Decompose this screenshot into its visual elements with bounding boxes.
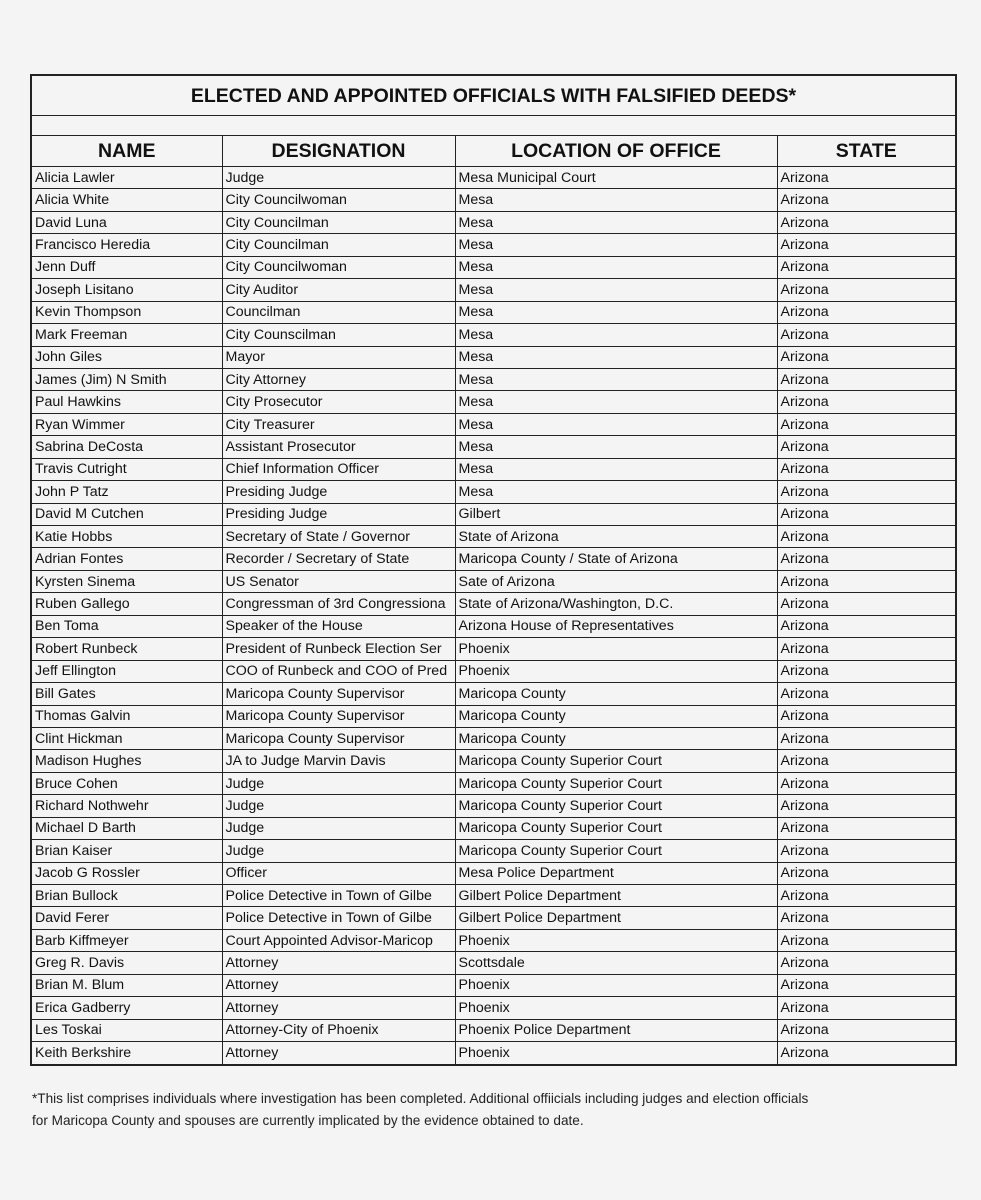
table-row bbox=[31, 458, 956, 480]
cell-location: Mesa bbox=[455, 368, 777, 390]
table-row bbox=[31, 413, 956, 435]
cell-state: Arizona bbox=[777, 324, 956, 346]
cell-location: Phoenix bbox=[455, 974, 777, 996]
cell-name: Jacob G Rossler bbox=[31, 862, 222, 884]
cell-location: Mesa Municipal Court bbox=[455, 167, 777, 189]
cell-designation: President of Runbeck Election Ser bbox=[222, 638, 455, 660]
cell-state: Arizona bbox=[777, 413, 956, 435]
table-row bbox=[31, 279, 956, 301]
cell-name: Les Toskai bbox=[31, 1019, 222, 1041]
cell-location: Gilbert Police Department bbox=[455, 907, 777, 929]
table-title: ELECTED AND APPOINTED OFFICIALS WITH FALSIFIED DEEDS* bbox=[31, 75, 956, 116]
cell-state: Arizona bbox=[777, 548, 956, 570]
cell-location: Maricopa County Superior Court bbox=[455, 795, 777, 817]
cell-location: Phoenix bbox=[455, 997, 777, 1019]
cell-name: John P Tatz bbox=[31, 481, 222, 503]
cell-location: Maricopa County Superior Court bbox=[455, 840, 777, 862]
cell-location: Mesa bbox=[455, 481, 777, 503]
cell-location: Mesa bbox=[455, 211, 777, 233]
cell-name: Greg R. Davis bbox=[31, 952, 222, 974]
cell-location: Mesa bbox=[455, 234, 777, 256]
cell-state: Arizona bbox=[777, 368, 956, 390]
cell-name: Bill Gates bbox=[31, 683, 222, 705]
cell-name: Sabrina DeCosta bbox=[31, 436, 222, 458]
table-row bbox=[31, 683, 956, 705]
cell-name: Travis Cutright bbox=[31, 458, 222, 480]
cell-state: Arizona bbox=[777, 907, 956, 929]
cell-designation: Presiding Judge bbox=[222, 481, 455, 503]
table-row bbox=[31, 750, 956, 772]
cell-location: Mesa bbox=[455, 413, 777, 435]
cell-state: Arizona bbox=[777, 683, 956, 705]
cell-name: Paul Hawkins bbox=[31, 391, 222, 413]
column-header-designation: DESIGNATION bbox=[222, 136, 455, 167]
table-row bbox=[31, 660, 956, 682]
cell-name: Clint Hickman bbox=[31, 727, 222, 749]
table-row bbox=[31, 885, 956, 907]
cell-designation: Judge bbox=[222, 817, 455, 839]
cell-name: Katie Hobbs bbox=[31, 526, 222, 548]
cell-state: Arizona bbox=[777, 346, 956, 368]
cell-location: Maricopa County / State of Arizona bbox=[455, 548, 777, 570]
cell-name: Alicia White bbox=[31, 189, 222, 211]
cell-name: Ryan Wimmer bbox=[31, 413, 222, 435]
cell-designation: Police Detective in Town of Gilbe bbox=[222, 885, 455, 907]
cell-location: Gilbert bbox=[455, 503, 777, 525]
cell-name: Keith Berkshire bbox=[31, 1042, 222, 1065]
cell-location: Sate of Arizona bbox=[455, 570, 777, 592]
cell-location: Phoenix bbox=[455, 1042, 777, 1065]
cell-designation: City Councilman bbox=[222, 234, 455, 256]
cell-designation: Maricopa County Supervisor bbox=[222, 683, 455, 705]
cell-name: Bruce Cohen bbox=[31, 772, 222, 794]
cell-name: Thomas Galvin bbox=[31, 705, 222, 727]
cell-state: Arizona bbox=[777, 615, 956, 637]
table-row bbox=[31, 301, 956, 323]
cell-name: Mark Freeman bbox=[31, 324, 222, 346]
column-header-name: NAME bbox=[31, 136, 222, 167]
column-header-state: STATE bbox=[777, 136, 956, 167]
table-row bbox=[31, 368, 956, 390]
cell-designation: Judge bbox=[222, 795, 455, 817]
cell-name: Adrian Fontes bbox=[31, 548, 222, 570]
cell-location: Mesa bbox=[455, 301, 777, 323]
table-row bbox=[31, 189, 956, 211]
footnote-line-1: *This list comprises individuals where investigation has been completed. Additional offiicials including judges and election officials bbox=[32, 1091, 809, 1106]
cell-location: Scottsdale bbox=[455, 952, 777, 974]
cell-location: Maricopa County Superior Court bbox=[455, 750, 777, 772]
cell-designation: Maricopa County Supervisor bbox=[222, 705, 455, 727]
header-row bbox=[31, 136, 956, 167]
cell-location: Maricopa County Superior Court bbox=[455, 817, 777, 839]
cell-state: Arizona bbox=[777, 974, 956, 996]
cell-location: State of Arizona/Washington, D.C. bbox=[455, 593, 777, 615]
table-row bbox=[31, 481, 956, 503]
table-row bbox=[31, 570, 956, 592]
table-row bbox=[31, 211, 956, 233]
table-row bbox=[31, 436, 956, 458]
cell-state: Arizona bbox=[777, 279, 956, 301]
cell-designation: Attorney bbox=[222, 952, 455, 974]
table-row bbox=[31, 974, 956, 996]
cell-state: Arizona bbox=[777, 391, 956, 413]
cell-designation: COO of Runbeck and COO of Pred bbox=[222, 660, 455, 682]
cell-designation: City Councilman bbox=[222, 211, 455, 233]
table-row bbox=[31, 391, 956, 413]
cell-designation: City Treasurer bbox=[222, 413, 455, 435]
cell-state: Arizona bbox=[777, 862, 956, 884]
cell-location: Maricopa County bbox=[455, 683, 777, 705]
cell-name: Madison Hughes bbox=[31, 750, 222, 772]
cell-designation: City Attorney bbox=[222, 368, 455, 390]
cell-name: Ben Toma bbox=[31, 615, 222, 637]
cell-state: Arizona bbox=[777, 660, 956, 682]
cell-designation: Judge bbox=[222, 772, 455, 794]
cell-state: Arizona bbox=[777, 1042, 956, 1065]
cell-state: Arizona bbox=[777, 1019, 956, 1041]
cell-state: Arizona bbox=[777, 570, 956, 592]
table-row bbox=[31, 817, 956, 839]
cell-state: Arizona bbox=[777, 772, 956, 794]
cell-state: Arizona bbox=[777, 817, 956, 839]
table-row bbox=[31, 862, 956, 884]
cell-state: Arizona bbox=[777, 189, 956, 211]
table-row bbox=[31, 638, 956, 660]
cell-designation: Recorder / Secretary of State bbox=[222, 548, 455, 570]
cell-state: Arizona bbox=[777, 997, 956, 1019]
blank-row bbox=[31, 116, 956, 136]
table-row bbox=[31, 952, 956, 974]
cell-name: Kevin Thompson bbox=[31, 301, 222, 323]
officials-table bbox=[30, 74, 957, 1066]
cell-name: Robert Runbeck bbox=[31, 638, 222, 660]
cell-designation: Mayor bbox=[222, 346, 455, 368]
cell-designation: Court Appointed Advisor-Maricop bbox=[222, 929, 455, 951]
cell-state: Arizona bbox=[777, 458, 956, 480]
cell-designation: Assistant Prosecutor bbox=[222, 436, 455, 458]
cell-name: Kyrsten Sinema bbox=[31, 570, 222, 592]
cell-designation: Officer bbox=[222, 862, 455, 884]
cell-designation: City Councilwoman bbox=[222, 256, 455, 278]
footnote-line-2: for Maricopa County and spouses are currently implicated by the evidence obtained to date. bbox=[32, 1113, 584, 1128]
cell-location: Phoenix Police Department bbox=[455, 1019, 777, 1041]
cell-state: Arizona bbox=[777, 211, 956, 233]
cell-designation: Secretary of State / Governor bbox=[222, 526, 455, 548]
cell-designation: City Counscilman bbox=[222, 324, 455, 346]
cell-designation: Judge bbox=[222, 840, 455, 862]
cell-designation: City Prosecutor bbox=[222, 391, 455, 413]
cell-location: Phoenix bbox=[455, 660, 777, 682]
cell-location: Phoenix bbox=[455, 638, 777, 660]
cell-designation: Judge bbox=[222, 167, 455, 189]
cell-location: Mesa bbox=[455, 436, 777, 458]
cell-designation: City Councilwoman bbox=[222, 189, 455, 211]
cell-name: Brian Bullock bbox=[31, 885, 222, 907]
cell-name: Barb Kiffmeyer bbox=[31, 929, 222, 951]
table-row bbox=[31, 324, 956, 346]
cell-location: Mesa Police Department bbox=[455, 862, 777, 884]
cell-state: Arizona bbox=[777, 840, 956, 862]
cell-name: Jeff Ellington bbox=[31, 660, 222, 682]
cell-name: Richard Nothwehr bbox=[31, 795, 222, 817]
cell-designation: Councilman bbox=[222, 301, 455, 323]
cell-designation: JA to Judge Marvin Davis bbox=[222, 750, 455, 772]
table-row bbox=[31, 929, 956, 951]
cell-name: John Giles bbox=[31, 346, 222, 368]
table-row bbox=[31, 167, 956, 189]
cell-location: Mesa bbox=[455, 458, 777, 480]
cell-name: Francisco Heredia bbox=[31, 234, 222, 256]
cell-name: Jenn Duff bbox=[31, 256, 222, 278]
column-header-location: LOCATION OF OFFICE bbox=[455, 136, 777, 167]
table-row bbox=[31, 593, 956, 615]
cell-state: Arizona bbox=[777, 256, 956, 278]
cell-name: David Ferer bbox=[31, 907, 222, 929]
cell-state: Arizona bbox=[777, 526, 956, 548]
cell-location: Mesa bbox=[455, 346, 777, 368]
cell-state: Arizona bbox=[777, 929, 956, 951]
cell-designation: US Senator bbox=[222, 570, 455, 592]
cell-location: Maricopa County bbox=[455, 705, 777, 727]
cell-name: James (Jim) N Smith bbox=[31, 368, 222, 390]
cell-state: Arizona bbox=[777, 481, 956, 503]
cell-state: Arizona bbox=[777, 301, 956, 323]
cell-name: Brian Kaiser bbox=[31, 840, 222, 862]
table-row bbox=[31, 907, 956, 929]
table-row bbox=[31, 1042, 956, 1065]
cell-name: Michael D Barth bbox=[31, 817, 222, 839]
table-row bbox=[31, 615, 956, 637]
cell-name: Joseph Lisitano bbox=[31, 279, 222, 301]
table-row bbox=[31, 526, 956, 548]
cell-location: Mesa bbox=[455, 256, 777, 278]
table-row bbox=[31, 548, 956, 570]
table-row bbox=[31, 234, 956, 256]
table-row bbox=[31, 705, 956, 727]
cell-designation: Police Detective in Town of Gilbe bbox=[222, 907, 455, 929]
cell-location: Phoenix bbox=[455, 929, 777, 951]
cell-state: Arizona bbox=[777, 952, 956, 974]
cell-state: Arizona bbox=[777, 750, 956, 772]
cell-designation: Attorney bbox=[222, 997, 455, 1019]
table-row bbox=[31, 840, 956, 862]
cell-name: David Luna bbox=[31, 211, 222, 233]
table-row bbox=[31, 1019, 956, 1041]
cell-state: Arizona bbox=[777, 705, 956, 727]
cell-designation: Speaker of the House bbox=[222, 615, 455, 637]
cell-state: Arizona bbox=[777, 795, 956, 817]
cell-name: Erica Gadberry bbox=[31, 997, 222, 1019]
cell-state: Arizona bbox=[777, 727, 956, 749]
cell-designation: City Auditor bbox=[222, 279, 455, 301]
cell-location: Mesa bbox=[455, 391, 777, 413]
footnote bbox=[32, 1088, 952, 1132]
table-row bbox=[31, 346, 956, 368]
cell-location: Mesa bbox=[455, 279, 777, 301]
cell-name: Ruben Gallego bbox=[31, 593, 222, 615]
cell-state: Arizona bbox=[777, 503, 956, 525]
cell-location: Maricopa County Superior Court bbox=[455, 772, 777, 794]
cell-state: Arizona bbox=[777, 167, 956, 189]
cell-designation: Congressman of 3rd Congressiona bbox=[222, 593, 455, 615]
cell-state: Arizona bbox=[777, 885, 956, 907]
cell-state: Arizona bbox=[777, 436, 956, 458]
table-row bbox=[31, 795, 956, 817]
cell-designation: Presiding Judge bbox=[222, 503, 455, 525]
cell-location: Mesa bbox=[455, 189, 777, 211]
cell-designation: Maricopa County Supervisor bbox=[222, 727, 455, 749]
cell-designation: Attorney-City of Phoenix bbox=[222, 1019, 455, 1041]
cell-designation: Chief Information Officer bbox=[222, 458, 455, 480]
cell-location: Gilbert Police Department bbox=[455, 885, 777, 907]
table-row bbox=[31, 772, 956, 794]
cell-location: Mesa bbox=[455, 324, 777, 346]
cell-state: Arizona bbox=[777, 234, 956, 256]
cell-designation: Attorney bbox=[222, 974, 455, 996]
title-row bbox=[31, 75, 956, 116]
cell-name: Alicia Lawler bbox=[31, 167, 222, 189]
table-row bbox=[31, 256, 956, 278]
cell-location: State of Arizona bbox=[455, 526, 777, 548]
cell-state: Arizona bbox=[777, 593, 956, 615]
cell-location: Arizona House of Representatives bbox=[455, 615, 777, 637]
cell-name: David M Cutchen bbox=[31, 503, 222, 525]
cell-designation: Attorney bbox=[222, 1042, 455, 1065]
cell-state: Arizona bbox=[777, 638, 956, 660]
cell-name: Brian M. Blum bbox=[31, 974, 222, 996]
table-row bbox=[31, 727, 956, 749]
blank-cell bbox=[31, 116, 956, 136]
table-row bbox=[31, 997, 956, 1019]
cell-location: Maricopa County bbox=[455, 727, 777, 749]
table-row bbox=[31, 503, 956, 525]
